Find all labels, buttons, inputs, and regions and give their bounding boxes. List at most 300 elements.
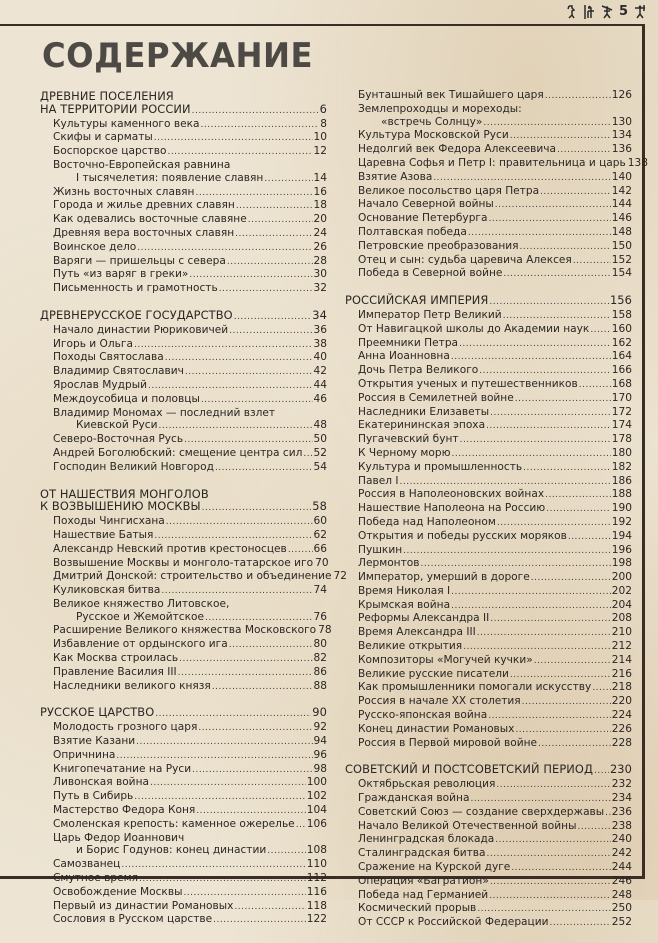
toc-entry[interactable] xyxy=(40,749,327,763)
toc-entry[interactable] xyxy=(40,666,327,680)
toc-entry-page: 118 xyxy=(306,899,327,912)
toc-entry-page: 60 xyxy=(313,515,327,528)
toc-entry-page: 34 xyxy=(312,307,327,322)
toc-entry-page: 52 xyxy=(313,446,327,459)
toc-entry[interactable] xyxy=(345,212,632,226)
toc-entry-title: Победа над Германией xyxy=(358,888,489,901)
toc-entry-page: 202 xyxy=(611,584,632,597)
dot-leader xyxy=(489,889,611,903)
dot-leader xyxy=(490,612,611,626)
toc-entry-title: Куликовская битва xyxy=(53,584,161,597)
toc-entry-title: Полтавская победа xyxy=(358,225,467,238)
dot-leader xyxy=(479,364,611,378)
dot-leader xyxy=(497,516,611,530)
toc-entry-title: Россия в Семилетней войне xyxy=(358,391,514,404)
toc-entry[interactable] xyxy=(40,913,327,927)
toc-entry[interactable] xyxy=(40,804,327,818)
toc-entry[interactable] xyxy=(40,379,327,393)
toc-entry[interactable] xyxy=(40,680,327,694)
toc-entry[interactable] xyxy=(40,570,348,584)
toc-entry[interactable] xyxy=(40,790,327,804)
toc-entry[interactable] xyxy=(40,461,327,475)
toc-entry-page: 130 xyxy=(611,115,632,128)
section-heading[interactable] xyxy=(40,103,327,118)
toc-entry-page: 174 xyxy=(611,419,632,432)
toc-entry-page: 32 xyxy=(313,282,327,295)
toc-entry-page: 178 xyxy=(611,433,632,446)
toc-entry-page: 100 xyxy=(306,776,327,789)
toc-entry-title: Реформы Александра II xyxy=(358,612,490,625)
toc-entry-title: Взятие Казани xyxy=(53,735,136,748)
toc-entry[interactable] xyxy=(345,323,632,337)
toc-entry-title: Господин Великий Новгород xyxy=(53,460,214,473)
toc-entry-title: Отец и сын: судьба царевича Алексея xyxy=(358,253,572,266)
dot-leader xyxy=(248,213,313,227)
toc-entry-continuation[interactable] xyxy=(40,844,327,858)
toc-entry-title: Россия в начале XX столетия xyxy=(358,695,521,708)
dot-leader xyxy=(229,638,313,652)
toc-entry-title: Великое посольство царя Петра xyxy=(358,184,540,197)
toc-entry-continuation[interactable] xyxy=(345,116,632,130)
toc-entry-title: Как Москва строилась xyxy=(53,652,179,665)
toc-entry-page: 190 xyxy=(611,502,632,515)
toc-entry-title: СОВЕТСКИЙ И ПОСТСОВЕТСКИЙ ПЕРИОД xyxy=(345,762,593,777)
toc-entry-title: Основание Петербурга xyxy=(358,212,488,225)
toc-entry-title: Варяги — пришельцы с севера xyxy=(53,254,226,267)
toc-entry-title: К Черному морю xyxy=(358,446,451,459)
toc-entry-page: 20 xyxy=(313,213,327,226)
toc-entry[interactable] xyxy=(345,378,632,392)
toc-entry-title: Император, умерший в дороге xyxy=(358,571,530,584)
section-heading[interactable] xyxy=(40,706,327,721)
toc-entry[interactable] xyxy=(345,419,632,433)
dot-leader xyxy=(116,749,312,763)
toc-entry[interactable]: Великое княжество Литовское, xyxy=(53,597,230,610)
toc-section xyxy=(40,706,327,927)
toc-entry-page: 230 xyxy=(609,762,632,777)
warrior-figure-icon xyxy=(566,5,577,19)
toc-entry[interactable] xyxy=(345,599,632,613)
toc-entry[interactable]: Землепроходцы и мореходы: xyxy=(358,102,522,115)
toc-entry[interactable] xyxy=(345,557,632,571)
toc-entry-title: Бунташный век Тишайшего царя xyxy=(358,89,544,101)
toc-entry[interactable] xyxy=(40,447,327,461)
toc-entry-page: 82 xyxy=(313,652,327,665)
dot-leader xyxy=(167,145,312,159)
toc-entry[interactable] xyxy=(40,199,327,213)
toc-entry-page: 166 xyxy=(611,364,632,377)
toc-entry[interactable] xyxy=(345,447,632,461)
toc-entry[interactable] xyxy=(345,516,632,530)
toc-entry[interactable] xyxy=(345,89,632,103)
toc-entry-title: Письменность и грамотность xyxy=(53,282,218,295)
dot-leader xyxy=(534,654,611,668)
toc-entry[interactable] xyxy=(40,886,327,900)
toc-entry-page: 154 xyxy=(611,267,632,280)
toc-entry-title: Советский Союз — создание сверхдержавы xyxy=(358,805,605,818)
dot-leader xyxy=(165,351,313,365)
toc-entry[interactable] xyxy=(345,185,632,199)
toc-entry-page: 158 xyxy=(611,308,632,321)
dot-leader xyxy=(134,338,313,352)
toc-entry[interactable] xyxy=(40,186,327,200)
toc-entry[interactable] xyxy=(40,543,327,557)
toc-entry[interactable] xyxy=(40,776,327,790)
dot-leader xyxy=(399,475,610,489)
dot-leader xyxy=(139,872,306,886)
toc-entry-page: 144 xyxy=(611,198,632,211)
toc-entry[interactable] xyxy=(40,118,327,132)
dot-leader xyxy=(201,393,313,407)
dot-leader xyxy=(192,103,319,118)
dot-leader xyxy=(179,652,312,666)
toc-entry-page: 6 xyxy=(319,101,327,116)
toc-entry-page: 232 xyxy=(611,778,632,791)
dot-leader xyxy=(577,820,610,834)
dot-leader xyxy=(545,89,611,103)
toc-entry[interactable] xyxy=(345,544,632,558)
dot-leader xyxy=(488,212,610,226)
toc-entry[interactable] xyxy=(40,213,327,227)
dot-leader xyxy=(470,792,610,806)
dot-leader xyxy=(137,241,312,255)
toc-entry-title: Культуры каменного века xyxy=(53,117,200,130)
dot-leader xyxy=(161,584,312,598)
toc-entry-title: Игорь и Ольга xyxy=(53,337,133,350)
toc-entry-page: 102 xyxy=(306,790,327,803)
toc-entry[interactable] xyxy=(345,861,632,875)
dot-leader xyxy=(463,640,611,654)
toc-entry-title: Анна Иоанновна xyxy=(358,350,450,363)
dot-leader xyxy=(489,294,609,309)
toc-entry[interactable] xyxy=(40,365,327,379)
toc-entry[interactable] xyxy=(345,612,632,626)
toc-entry[interactable] xyxy=(40,763,327,777)
toc-entry-title: Правление Василия III xyxy=(53,665,177,678)
toc-entry-page: 170 xyxy=(611,391,632,404)
toc-entry-title: Лермонтов xyxy=(358,557,420,570)
dot-leader xyxy=(234,309,312,324)
toc-entry-continuation[interactable] xyxy=(40,419,327,433)
toc-entry-title: Ленинградская блокада xyxy=(358,833,495,846)
toc-entry-page: 116 xyxy=(306,885,327,898)
toc-entry[interactable] xyxy=(345,571,632,585)
toc-entry-title: Как промышленники помогали искусству xyxy=(358,681,592,694)
dot-leader xyxy=(235,227,312,241)
toc-entry[interactable] xyxy=(40,735,327,749)
toc-entry-title: Как одевались восточные славяне xyxy=(53,213,247,226)
toc-entry[interactable] xyxy=(345,889,632,903)
toc-entry[interactable] xyxy=(345,502,632,516)
toc-entry[interactable] xyxy=(345,806,632,820)
toc-entry[interactable] xyxy=(345,709,632,723)
dot-leader xyxy=(545,488,611,502)
section-heading[interactable] xyxy=(345,294,632,309)
toc-entry-title: Книгопечатание на Руси xyxy=(53,762,192,775)
toc-entry-continuation[interactable] xyxy=(40,611,327,625)
toc-entry[interactable] xyxy=(40,351,327,365)
toc-entry-title: Дочь Петра Великого xyxy=(358,364,479,377)
toc-entry[interactable] xyxy=(345,875,632,889)
toc-entry[interactable] xyxy=(345,156,648,171)
toc-entry[interactable] xyxy=(345,461,632,475)
toc-entry-title: Жизнь восточных славян xyxy=(53,185,195,198)
toc-entry[interactable] xyxy=(40,515,327,529)
toc-entry[interactable] xyxy=(345,530,632,544)
toc-entry-title: Междоусобица и половцы xyxy=(53,392,200,405)
toc-section xyxy=(345,294,632,750)
toc-section-continued xyxy=(345,89,648,281)
toc-entry-title: Недолгий век Федора Алексеевича xyxy=(358,143,556,156)
toc-entry-page: 134 xyxy=(611,129,632,142)
toc-entry-page: 24 xyxy=(313,226,327,239)
toc-entry[interactable] xyxy=(40,529,327,543)
toc-entry[interactable] xyxy=(345,337,632,351)
toc-entry[interactable] xyxy=(40,131,327,145)
toc-entry[interactable] xyxy=(345,681,632,695)
section-heading[interactable]: ДРЕВНИЕ ПОСЕЛЕНИЯ xyxy=(40,89,174,103)
toc-entry-page: 160 xyxy=(611,322,632,335)
toc-section xyxy=(40,486,348,694)
dot-leader xyxy=(184,433,312,447)
toc-entry-page: 54 xyxy=(313,460,327,473)
toc-entry-title: Нашествие Наполеона на Россию xyxy=(358,502,546,515)
toc-entry-title: Первый из династии Романовых xyxy=(53,899,234,912)
toc-entry[interactable] xyxy=(345,171,632,185)
toc-entry-title: Начало Великой Отечественной войны xyxy=(358,819,577,832)
dot-leader xyxy=(495,833,610,847)
toc-entry[interactable] xyxy=(345,309,632,323)
toc-entry-title: Города и жилье древних славян xyxy=(53,199,235,212)
toc-entry-page: 196 xyxy=(611,543,632,556)
toc-entry[interactable] xyxy=(40,818,327,832)
toc-entry-page: 226 xyxy=(611,722,632,735)
toc-entry-page: 78 xyxy=(318,624,332,637)
section-heading[interactable] xyxy=(40,309,327,324)
toc-entry[interactable] xyxy=(40,900,327,914)
toc-entry[interactable] xyxy=(40,145,327,159)
toc-entry[interactable] xyxy=(40,638,327,652)
toc-entry[interactable] xyxy=(40,624,332,638)
toc-entry-page: 228 xyxy=(611,736,632,749)
dot-leader xyxy=(540,185,611,199)
toc-entry-page: 42 xyxy=(313,365,327,378)
toc-entry-page: 146 xyxy=(611,212,632,225)
toc-entry-page: 240 xyxy=(611,833,632,846)
toc-entry-title: Путь «из варяг в греки» xyxy=(53,268,189,281)
toc-entry-page: 242 xyxy=(611,847,632,860)
toc-entry[interactable] xyxy=(345,626,632,640)
dot-leader xyxy=(202,500,312,515)
dot-leader xyxy=(488,709,611,723)
dot-leader xyxy=(296,818,306,832)
toc-entry-title: Походы Святослава xyxy=(53,351,164,364)
toc-entry-page: 218 xyxy=(611,681,632,694)
toc-entry-page: 142 xyxy=(611,184,632,197)
toc-entry[interactable] xyxy=(345,406,632,420)
toc-entry-title: «встречь Солнцу» xyxy=(381,115,483,128)
toc-entry[interactable]: Царь Федор Иоаннович xyxy=(53,831,185,844)
dot-leader xyxy=(546,502,611,516)
toc-entry[interactable] xyxy=(345,267,632,281)
toc-entry[interactable] xyxy=(345,433,632,447)
toc-entry[interactable] xyxy=(345,916,632,930)
toc-entry-page: 214 xyxy=(611,653,632,666)
toc-entry-title: Древняя вера восточных славян xyxy=(53,226,235,239)
toc-entry[interactable] xyxy=(345,668,632,682)
toc-entry-title: Опричнина xyxy=(53,748,116,761)
toc-section xyxy=(40,90,327,296)
toc-entry[interactable] xyxy=(345,143,632,157)
toc-entry[interactable] xyxy=(40,872,327,886)
toc-entry[interactable] xyxy=(345,833,632,847)
dot-leader xyxy=(487,847,611,861)
toc-entry-title: Время Николая I xyxy=(358,584,451,597)
section-heading[interactable] xyxy=(345,763,632,778)
toc-entry-page: 62 xyxy=(313,528,327,541)
toc-entry[interactable] xyxy=(40,652,327,666)
toc-entry-continuation[interactable] xyxy=(40,172,327,186)
toc-entry[interactable] xyxy=(345,350,632,364)
toc-entry-page: 72 xyxy=(333,570,348,583)
toc-entry-title: Походы Чингисхана xyxy=(53,515,165,528)
dot-leader xyxy=(496,778,610,792)
toc-entry-page: 156 xyxy=(609,293,632,308)
toc-entry[interactable] xyxy=(40,557,327,571)
toc-entry-page: 250 xyxy=(611,902,632,915)
dot-leader xyxy=(433,171,610,185)
toc-entry-title: Молодость грозного царя xyxy=(53,721,198,734)
toc-entry[interactable] xyxy=(345,364,632,378)
toc-entry[interactable] xyxy=(345,737,632,751)
toc-entry-page: 92 xyxy=(313,721,327,734)
section-heading[interactable]: ОТ НАШЕСТВИЯ МОНГОЛОВ xyxy=(40,486,209,501)
toc-entry[interactable] xyxy=(345,226,632,240)
dot-leader xyxy=(459,337,611,351)
toc-entry-title: РОССИЙСКАЯ ИМПЕРИЯ xyxy=(345,293,489,308)
toc-entry-title: Культура Московской Руси xyxy=(358,129,509,142)
dot-leader xyxy=(495,198,611,212)
toc-entry[interactable] xyxy=(40,584,327,598)
toc-entry[interactable] xyxy=(345,254,632,268)
toc-entry-page: 220 xyxy=(611,695,632,708)
toc-entry-title: Начало династии Рюриковичей xyxy=(53,323,229,336)
toc-entry-page: 38 xyxy=(313,337,327,350)
toc-entry[interactable] xyxy=(345,240,632,254)
toc-entry[interactable] xyxy=(345,695,632,709)
dot-leader xyxy=(503,309,611,323)
section-heading[interactable] xyxy=(40,500,327,515)
toc-entry[interactable]: Восточно-Европейская равнина xyxy=(53,158,231,171)
toc-entry[interactable] xyxy=(345,820,632,834)
dot-leader xyxy=(483,116,610,130)
dot-leader xyxy=(452,447,611,461)
toc-entry[interactable] xyxy=(40,338,327,352)
toc-section xyxy=(40,309,327,475)
toc-entry-page: 94 xyxy=(313,735,327,748)
toc-entry-title: и Борис Годунов: конец династии xyxy=(76,844,267,857)
dot-leader xyxy=(468,226,611,240)
dot-leader xyxy=(520,240,611,254)
toc-entry-page: 30 xyxy=(313,268,327,281)
toc-entry[interactable] xyxy=(345,654,632,668)
dot-leader xyxy=(150,776,306,790)
toc-entry[interactable] xyxy=(40,282,327,296)
toc-entry[interactable] xyxy=(345,129,632,143)
toc-entry[interactable] xyxy=(345,902,632,916)
dot-leader xyxy=(264,172,312,186)
toc-entry[interactable] xyxy=(345,792,632,806)
dot-leader xyxy=(148,379,313,393)
toc-entry[interactable]: Владимир Мономах — последний взлет xyxy=(53,406,276,419)
toc-entry-page: 248 xyxy=(611,888,632,901)
toc-entry-title: Возвышение Москвы и монголо-татарское иго xyxy=(53,556,314,569)
toc-entry[interactable] xyxy=(40,433,327,447)
toc-entry-page: 252 xyxy=(611,916,632,929)
toc-entry[interactable] xyxy=(40,324,327,338)
toc-entry-title: Гражданская война xyxy=(358,792,470,805)
toc-entry[interactable] xyxy=(345,488,632,502)
toc-entry[interactable] xyxy=(40,393,327,407)
toc-entry-title: Русское и Жемойтское xyxy=(76,610,205,623)
dot-leader xyxy=(477,626,611,640)
toc-entry[interactable] xyxy=(345,475,632,489)
toc-entry-title: Время Александра III xyxy=(358,626,476,639)
toc-entry-page: 112 xyxy=(306,872,327,885)
dot-leader xyxy=(568,530,611,544)
toc-entry[interactable] xyxy=(40,721,327,735)
toc-entry-page: 192 xyxy=(611,515,632,528)
toc-entry[interactable] xyxy=(345,723,632,737)
toc-entry[interactable] xyxy=(40,858,327,872)
toc-entry-title: Александр Невский против крестоносцев xyxy=(53,542,287,555)
toc-entry-title: РУССКОЕ ЦАРСТВО xyxy=(40,705,155,720)
toc-entry-title: Пугачевский бунт xyxy=(358,433,459,446)
toc-entry[interactable] xyxy=(40,241,327,255)
toc-entry-page: 148 xyxy=(611,225,632,238)
dot-leader xyxy=(403,544,611,558)
swordsman-figure-icon xyxy=(634,5,646,19)
dot-leader xyxy=(451,585,611,599)
toc-entry[interactable] xyxy=(345,198,632,212)
toc-entry-page: 216 xyxy=(611,667,632,680)
toc-entry[interactable] xyxy=(345,392,632,406)
toc-entry-title: Открытия ученых и путешественников xyxy=(358,377,578,390)
toc-entry-title: Дмитрий Донской: строительство и объединение xyxy=(53,570,332,583)
toc-entry-title: Екатерининская эпоха xyxy=(358,419,486,432)
toc-entry-page: 80 xyxy=(313,638,327,651)
toc-entry[interactable] xyxy=(40,255,327,269)
toc-entry[interactable] xyxy=(345,640,632,654)
toc-entry[interactable] xyxy=(40,227,327,241)
toc-entry-title: Преемники Петра xyxy=(358,336,459,349)
toc-entry-title: Смутное время xyxy=(53,872,138,885)
toc-entry-page: 188 xyxy=(611,488,632,501)
toc-entry-title: Северо-Восточная Русь xyxy=(53,433,184,446)
dot-leader xyxy=(538,737,611,751)
toc-entry[interactable] xyxy=(345,778,632,792)
toc-entry[interactable] xyxy=(345,585,632,599)
toc-entry-title: Операция «Багратион» xyxy=(358,874,489,887)
toc-entry[interactable] xyxy=(345,847,632,861)
toc-entry-title: Киевской Руси xyxy=(76,419,158,432)
toc-entry[interactable] xyxy=(40,268,327,282)
dot-leader xyxy=(451,599,611,613)
toc-entry-page: 168 xyxy=(611,377,632,390)
toc-entry-title: Наследники великого князя xyxy=(53,679,211,692)
toc-entry-page: 136 xyxy=(611,143,632,156)
dot-leader xyxy=(267,844,306,858)
